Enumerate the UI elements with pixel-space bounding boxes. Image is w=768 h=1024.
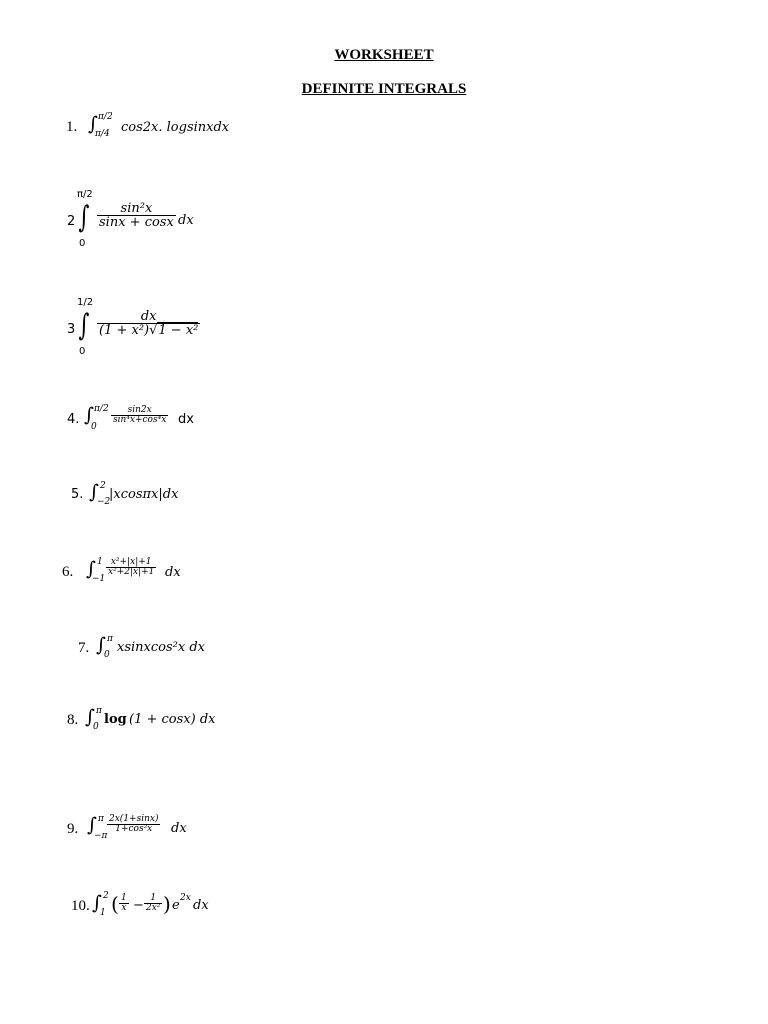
integral-sign: ∫ [78, 308, 90, 343]
integral-sign: ∫ [88, 113, 98, 135]
differential: dx [178, 213, 194, 228]
right-paren: ) [163, 892, 171, 916]
lower-limit: 0 [93, 722, 99, 732]
fraction [97, 310, 200, 337]
log-function: log [104, 712, 127, 727]
denominator: sinx + cosx [99, 215, 174, 230]
problem-number: 6. [62, 564, 74, 580]
fraction-two [144, 894, 162, 913]
denominator-factor: (1 + x²)√ [99, 323, 158, 338]
worksheet-subtitle: DEFINITE INTEGRALS [301, 81, 467, 97]
upper-limit: π [107, 634, 113, 644]
problem-2 [66, 190, 266, 250]
problem-3 [66, 298, 266, 358]
numerator: sin²x [120, 201, 153, 216]
differential: dx [193, 898, 209, 913]
lower-limit: 1 [100, 908, 106, 918]
lower-limit: π/4 [95, 129, 110, 139]
integrand: (1 + cosx) dx [129, 712, 216, 727]
lower-limit: −π [94, 831, 108, 841]
integral-sign: ∫ [89, 481, 99, 503]
numerator: x²+|x|+1 [110, 557, 152, 567]
denominator: x²+2|x|+1 [108, 567, 155, 577]
exp-base: e [172, 898, 180, 913]
integral-sign: ∫ [92, 892, 102, 914]
integrand: cos2x. logsinxdx [121, 120, 230, 135]
numerator: 2x(1+sinx) [109, 814, 159, 824]
integral-sign: ∫ [86, 558, 96, 580]
minus-sign: − [133, 898, 144, 913]
integral-sign: ∫ [85, 706, 95, 728]
lower-limit: 0 [79, 238, 86, 249]
upper-limit: 1/2 [77, 297, 94, 308]
denominator: 1+cos²x [107, 824, 160, 834]
problem-number: 10. [71, 898, 90, 914]
exp-power: 2x [180, 893, 191, 903]
problem-number: 4. [67, 412, 80, 427]
lower-limit: −1 [92, 574, 106, 584]
numerator: 1 [150, 893, 157, 903]
lower-limit: −2 [97, 497, 111, 507]
problem-number: 9. [67, 821, 79, 837]
upper-limit: 1 [97, 557, 103, 567]
integrand: xsinxcos²x dx [117, 640, 205, 655]
differential: dx [165, 565, 181, 580]
integral-sign: ∫ [96, 634, 106, 656]
integral-sign: ∫ [84, 404, 94, 426]
problem-number: 5. [71, 487, 84, 502]
integral-sign: ∫ [87, 814, 97, 836]
upper-limit: π/2 [77, 189, 93, 200]
worksheet-title: WORKSHEET [334, 47, 434, 63]
numerator: 1 [121, 893, 127, 903]
fraction [107, 815, 160, 834]
integral-sign: ∫ [78, 200, 90, 235]
numerator: dx [140, 309, 157, 324]
problem-number: 3 [67, 322, 76, 337]
integrand: |xcosπx|dx [109, 487, 179, 502]
problem-number: 2 [67, 214, 76, 229]
fraction [111, 406, 168, 425]
problem-number: 8. [67, 712, 79, 728]
upper-limit: π [98, 814, 104, 824]
differential: dx [178, 412, 194, 427]
upper-limit: π/2 [98, 112, 113, 122]
lower-limit: 0 [91, 422, 97, 432]
fraction [97, 202, 176, 229]
denominator [97, 323, 200, 337]
lower-limit: 0 [104, 650, 110, 660]
fraction-one [119, 894, 129, 913]
denominator: x [119, 903, 129, 913]
lower-limit: 0 [79, 346, 86, 357]
problem-number: 1. [66, 119, 78, 135]
upper-limit: π/2 [94, 404, 109, 414]
fraction [106, 558, 156, 577]
upper-limit: 2 [103, 891, 109, 901]
radicand: 1 − x² [158, 323, 199, 338]
differential: dx [171, 821, 187, 836]
left-paren: ( [111, 892, 119, 916]
upper-limit: π [96, 706, 102, 716]
upper-limit: 2 [100, 481, 106, 491]
denominator: sin⁴x+cos⁴x [113, 415, 167, 425]
numerator: sin2x [127, 405, 152, 415]
problem-number: 7. [78, 640, 90, 656]
denominator: 2x² [146, 903, 161, 913]
